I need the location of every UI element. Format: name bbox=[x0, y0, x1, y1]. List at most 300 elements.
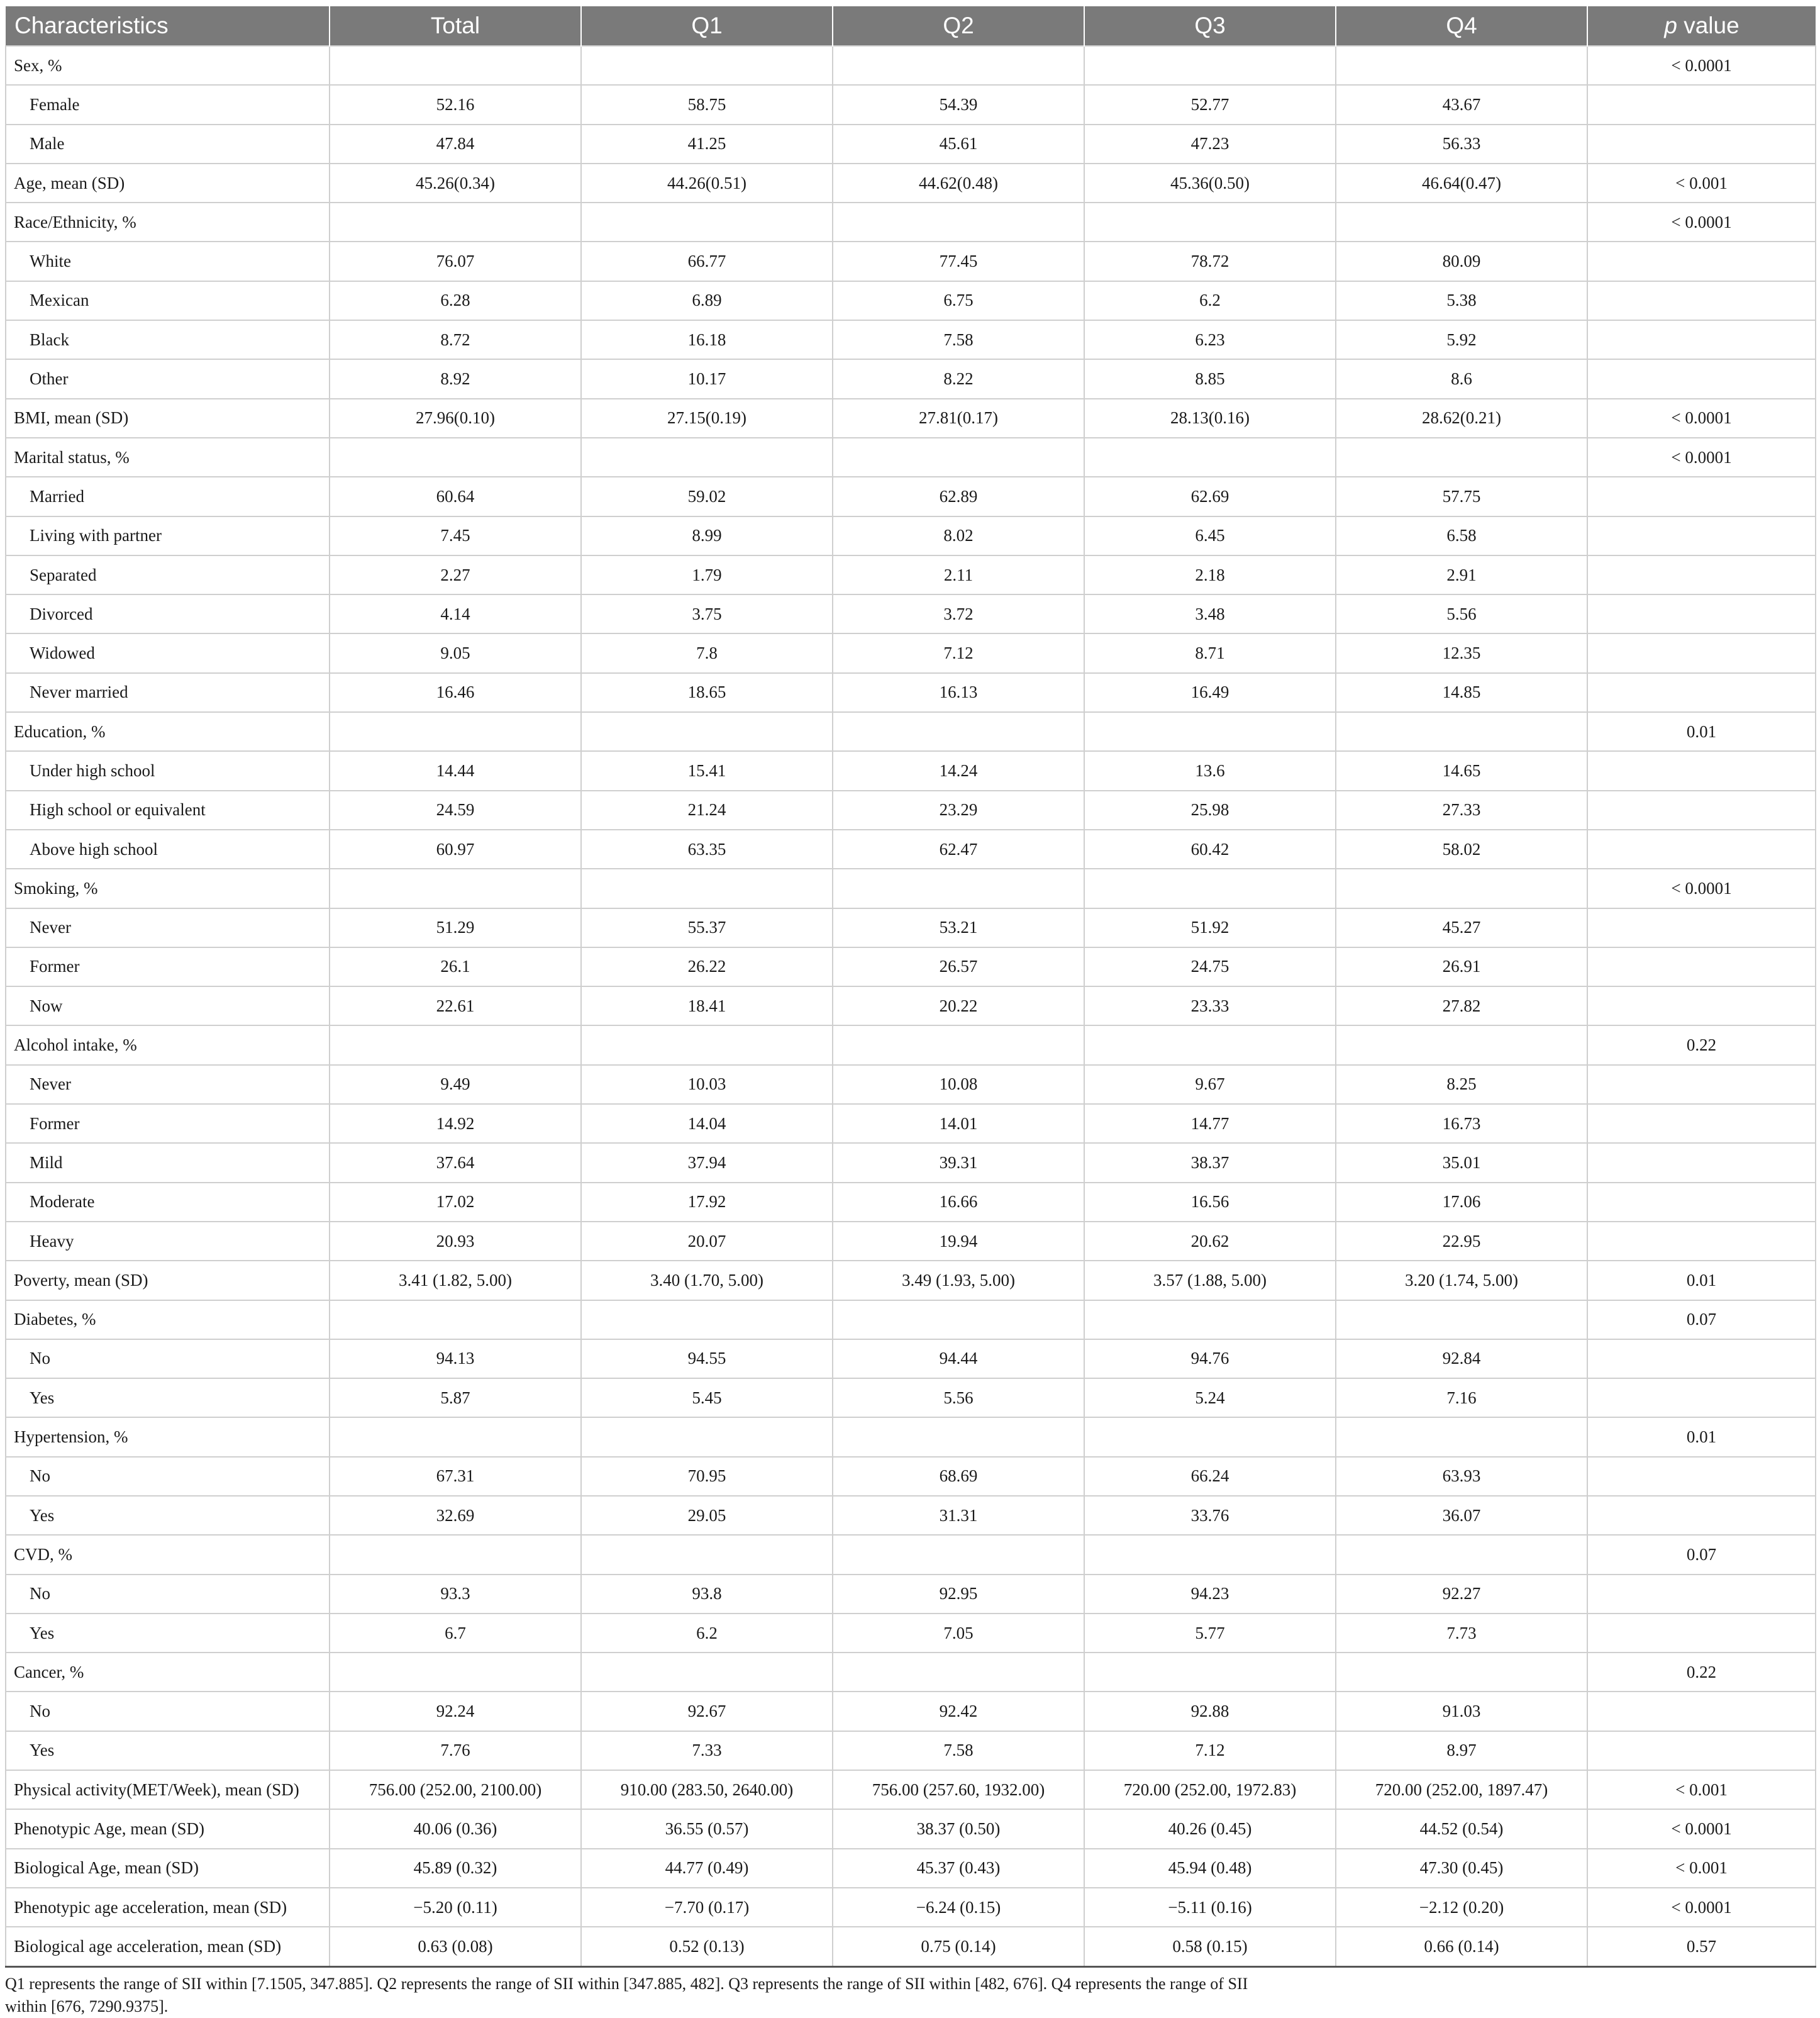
cell-q1 bbox=[581, 203, 833, 242]
cell-total: 7.76 bbox=[330, 1731, 581, 1770]
cell-q4: 14.85 bbox=[1336, 673, 1587, 712]
cell-q3 bbox=[1084, 203, 1336, 242]
cell-total: 7.45 bbox=[330, 516, 581, 555]
cell-q2: 7.12 bbox=[833, 633, 1084, 672]
cell-p-value bbox=[1587, 1496, 1816, 1535]
cell-p-value bbox=[1587, 359, 1816, 398]
cell-q4: 45.27 bbox=[1336, 908, 1587, 947]
cell-total: 8.92 bbox=[330, 359, 581, 398]
cell-characteristic: Phenotypic age acceleration, mean (SD) bbox=[6, 1888, 330, 1927]
table-row-category bbox=[6, 1927, 1816, 1966]
cell-q4 bbox=[1336, 1653, 1587, 1692]
cell-p-value: < 0.0001 bbox=[1587, 203, 1816, 242]
cell-characteristic: Yes bbox=[6, 1496, 330, 1535]
table-row-category bbox=[6, 399, 1816, 438]
header-q1: Q1 bbox=[581, 6, 833, 46]
cell-q4 bbox=[1336, 1025, 1587, 1064]
cell-p-value bbox=[1587, 516, 1816, 555]
cell-q2 bbox=[833, 869, 1084, 908]
cell-q4: 0.66 (0.14) bbox=[1336, 1927, 1587, 1966]
cell-q1 bbox=[581, 438, 833, 477]
cell-characteristic: Separated bbox=[6, 555, 330, 594]
cell-q3: 47.23 bbox=[1084, 125, 1336, 164]
cell-p-value bbox=[1587, 320, 1816, 359]
cell-total: 9.49 bbox=[330, 1065, 581, 1104]
cell-q4 bbox=[1336, 1535, 1587, 1574]
cell-q4: 17.06 bbox=[1336, 1183, 1587, 1222]
cell-p-value bbox=[1587, 751, 1816, 790]
cell-q1: 66.77 bbox=[581, 242, 833, 281]
cell-p-value bbox=[1587, 477, 1816, 516]
cell-q2 bbox=[833, 1025, 1084, 1064]
cell-characteristic: Hypertension, % bbox=[6, 1417, 330, 1456]
cell-p-value: 0.01 bbox=[1587, 1417, 1816, 1456]
cell-characteristic: Heavy bbox=[6, 1222, 330, 1261]
cell-q3: 16.56 bbox=[1084, 1183, 1336, 1222]
cell-total: 60.97 bbox=[330, 830, 581, 869]
cell-q3: 94.23 bbox=[1084, 1575, 1336, 1614]
cell-q4: 91.03 bbox=[1336, 1692, 1587, 1731]
cell-characteristic: Biological Age, mean (SD) bbox=[6, 1849, 330, 1888]
cell-q1: 41.25 bbox=[581, 125, 833, 164]
cell-total: 27.96(0.10) bbox=[330, 399, 581, 438]
cell-characteristic: White bbox=[6, 242, 330, 281]
cell-q3: 25.98 bbox=[1084, 791, 1336, 830]
cell-q2: 26.57 bbox=[833, 947, 1084, 986]
table-body bbox=[6, 46, 1816, 1966]
cell-q1 bbox=[581, 1300, 833, 1339]
cell-q3: 92.88 bbox=[1084, 1692, 1336, 1731]
cell-q2: 14.01 bbox=[833, 1104, 1084, 1143]
cell-p-value: 0.01 bbox=[1587, 1261, 1816, 1300]
cell-q1: 94.55 bbox=[581, 1339, 833, 1378]
table-row-category bbox=[6, 1535, 1816, 1574]
cell-q2: 62.89 bbox=[833, 477, 1084, 516]
cell-q3: 45.36(0.50) bbox=[1084, 164, 1336, 203]
cell-q2: 92.95 bbox=[833, 1575, 1084, 1614]
cell-q2: 19.94 bbox=[833, 1222, 1084, 1261]
cell-q3 bbox=[1084, 712, 1336, 751]
cell-total bbox=[330, 1535, 581, 1574]
cell-total: 22.61 bbox=[330, 986, 581, 1025]
cell-q4: 92.84 bbox=[1336, 1339, 1587, 1378]
cell-q1: 0.52 (0.13) bbox=[581, 1927, 833, 1966]
table-row-category bbox=[6, 712, 1816, 751]
cell-q1: 10.17 bbox=[581, 359, 833, 398]
cell-q4: 63.93 bbox=[1336, 1457, 1587, 1496]
cell-q1: 58.75 bbox=[581, 85, 833, 124]
table-row-subcategory bbox=[6, 1378, 1816, 1417]
cell-characteristic: CVD, % bbox=[6, 1535, 330, 1574]
cell-q2 bbox=[833, 1653, 1084, 1692]
cell-q2: 92.42 bbox=[833, 1692, 1084, 1731]
cell-q1: 3.40 (1.70, 5.00) bbox=[581, 1261, 833, 1300]
cell-total bbox=[330, 46, 581, 85]
cell-q2 bbox=[833, 1300, 1084, 1339]
cell-q1: 70.95 bbox=[581, 1457, 833, 1496]
cell-q2: 0.75 (0.14) bbox=[833, 1927, 1084, 1966]
cell-p-value: < 0.0001 bbox=[1587, 1809, 1816, 1848]
cell-q4: 14.65 bbox=[1336, 751, 1587, 790]
header-p-value bbox=[1587, 6, 1816, 46]
cell-p-value bbox=[1587, 1457, 1816, 1496]
table-row-subcategory bbox=[6, 1731, 1816, 1770]
cell-q3: −5.11 (0.16) bbox=[1084, 1888, 1336, 1927]
cell-p-value: < 0.001 bbox=[1587, 164, 1816, 203]
cell-q1: 59.02 bbox=[581, 477, 833, 516]
cell-q3: 6.45 bbox=[1084, 516, 1336, 555]
table-row-subcategory bbox=[6, 908, 1816, 947]
cell-q4: 8.25 bbox=[1336, 1065, 1587, 1104]
cell-q3: 33.76 bbox=[1084, 1496, 1336, 1535]
cell-total: 14.92 bbox=[330, 1104, 581, 1143]
cell-q2: 62.47 bbox=[833, 830, 1084, 869]
cell-q2: 2.11 bbox=[833, 555, 1084, 594]
cell-q2: 10.08 bbox=[833, 1065, 1084, 1104]
cell-p-value: < 0.0001 bbox=[1587, 1888, 1816, 1927]
cell-total: 9.05 bbox=[330, 633, 581, 672]
cell-total: −5.20 (0.11) bbox=[330, 1888, 581, 1927]
cell-q1: 1.79 bbox=[581, 555, 833, 594]
table-row-subcategory bbox=[6, 1496, 1816, 1535]
cell-q3 bbox=[1084, 1300, 1336, 1339]
cell-q4: 27.33 bbox=[1336, 791, 1587, 830]
cell-q3: 7.12 bbox=[1084, 1731, 1336, 1770]
table-row-subcategory bbox=[6, 1614, 1816, 1653]
cell-total: 94.13 bbox=[330, 1339, 581, 1378]
table-row-subcategory bbox=[6, 281, 1816, 320]
cell-q4: 46.64(0.47) bbox=[1336, 164, 1587, 203]
cell-characteristic: Phenotypic Age, mean (SD) bbox=[6, 1809, 330, 1848]
table-row-category bbox=[6, 1770, 1816, 1809]
table-row-subcategory bbox=[6, 1575, 1816, 1614]
cell-p-value: 0.22 bbox=[1587, 1653, 1816, 1692]
table-row-subcategory bbox=[6, 673, 1816, 712]
cell-q4 bbox=[1336, 1300, 1587, 1339]
cell-q1: 14.04 bbox=[581, 1104, 833, 1143]
cell-q2: 77.45 bbox=[833, 242, 1084, 281]
cell-q3 bbox=[1084, 1653, 1336, 1692]
cell-q4 bbox=[1336, 203, 1587, 242]
cell-p-value bbox=[1587, 85, 1816, 124]
table-row-category bbox=[6, 869, 1816, 908]
cell-q1: 37.94 bbox=[581, 1143, 833, 1182]
cell-characteristic: No bbox=[6, 1457, 330, 1496]
cell-characteristic: Biological age acceleration, mean (SD) bbox=[6, 1927, 330, 1966]
header-characteristics: Characteristics bbox=[6, 6, 330, 46]
cell-p-value bbox=[1587, 1143, 1816, 1182]
table-row-subcategory bbox=[6, 1104, 1816, 1143]
table-row-subcategory bbox=[6, 633, 1816, 672]
table-row-subcategory bbox=[6, 85, 1816, 124]
cell-total: 47.84 bbox=[330, 125, 581, 164]
cell-characteristic: Yes bbox=[6, 1731, 330, 1770]
table-footnote: Q1 represents the range of SII within [7.1505, 347.885]. Q2 represents the range of SII within [347.885, 482]. Q3 represents the range of SII within [482, 676]. Q4 represents the range of SII within [676, 7290.9375]. bbox=[5, 1974, 1248, 2015]
table-row-subcategory bbox=[6, 1222, 1816, 1261]
cell-q2: 45.61 bbox=[833, 125, 1084, 164]
cell-total: 4.14 bbox=[330, 594, 581, 633]
cell-q4: 8.97 bbox=[1336, 1731, 1587, 1770]
table-row-subcategory bbox=[6, 594, 1816, 633]
cell-q4: 22.95 bbox=[1336, 1222, 1587, 1261]
cell-q4: 3.20 (1.74, 5.00) bbox=[1336, 1261, 1587, 1300]
cell-characteristic: Poverty, mean (SD) bbox=[6, 1261, 330, 1300]
table-row-subcategory bbox=[6, 359, 1816, 398]
cell-q2: 45.37 (0.43) bbox=[833, 1849, 1084, 1888]
cell-q3: 60.42 bbox=[1084, 830, 1336, 869]
cell-q2: 7.58 bbox=[833, 320, 1084, 359]
cell-characteristic: Former bbox=[6, 947, 330, 986]
cell-q4 bbox=[1336, 712, 1587, 751]
cell-q3: 6.23 bbox=[1084, 320, 1336, 359]
cell-q1 bbox=[581, 1025, 833, 1064]
cell-p-value bbox=[1587, 1065, 1816, 1104]
cell-q2 bbox=[833, 438, 1084, 477]
cell-q4: 27.82 bbox=[1336, 986, 1587, 1025]
cell-q2: 27.81(0.17) bbox=[833, 399, 1084, 438]
cell-q3: 5.77 bbox=[1084, 1614, 1336, 1653]
table-row-category bbox=[6, 164, 1816, 203]
cell-q1: 18.65 bbox=[581, 673, 833, 712]
cell-q1: 44.77 (0.49) bbox=[581, 1849, 833, 1888]
cell-q4: 44.52 (0.54) bbox=[1336, 1809, 1587, 1848]
table-row-subcategory bbox=[6, 947, 1816, 986]
cell-total: 76.07 bbox=[330, 242, 581, 281]
cell-q2: 7.58 bbox=[833, 1731, 1084, 1770]
cell-total: 92.24 bbox=[330, 1692, 581, 1731]
cell-total: 24.59 bbox=[330, 791, 581, 830]
cell-p-value bbox=[1587, 908, 1816, 947]
cell-q3: 38.37 bbox=[1084, 1143, 1336, 1182]
cell-q3: 62.69 bbox=[1084, 477, 1336, 516]
cell-q4 bbox=[1336, 46, 1587, 85]
cell-q2: 3.49 (1.93, 5.00) bbox=[833, 1261, 1084, 1300]
cell-total bbox=[330, 203, 581, 242]
cell-total: 51.29 bbox=[330, 908, 581, 947]
cell-q3: 5.24 bbox=[1084, 1378, 1336, 1417]
table-row-subcategory bbox=[6, 125, 1816, 164]
cell-q2: 20.22 bbox=[833, 986, 1084, 1025]
cell-characteristic: Mexican bbox=[6, 281, 330, 320]
cell-characteristic: No bbox=[6, 1575, 330, 1614]
cell-q4: −2.12 (0.20) bbox=[1336, 1888, 1587, 1927]
cell-total: 14.44 bbox=[330, 751, 581, 790]
cell-total: 32.69 bbox=[330, 1496, 581, 1535]
table-row-subcategory bbox=[6, 1339, 1816, 1378]
cell-q1: 92.67 bbox=[581, 1692, 833, 1731]
cell-q4: 47.30 (0.45) bbox=[1336, 1849, 1587, 1888]
cell-characteristic: Former bbox=[6, 1104, 330, 1143]
cell-q1: 17.92 bbox=[581, 1183, 833, 1222]
table-row-subcategory bbox=[6, 320, 1816, 359]
cell-characteristic: Diabetes, % bbox=[6, 1300, 330, 1339]
cell-q1: 27.15(0.19) bbox=[581, 399, 833, 438]
cell-q4: 43.67 bbox=[1336, 85, 1587, 124]
table-row-subcategory bbox=[6, 516, 1816, 555]
cell-total: 40.06 (0.36) bbox=[330, 1809, 581, 1848]
cell-q1 bbox=[581, 1417, 833, 1456]
cell-q4: 16.73 bbox=[1336, 1104, 1587, 1143]
cell-characteristic: Above high school bbox=[6, 830, 330, 869]
cell-q2 bbox=[833, 1417, 1084, 1456]
cell-characteristic: Yes bbox=[6, 1614, 330, 1653]
cell-p-value bbox=[1587, 1614, 1816, 1653]
cell-q4: 56.33 bbox=[1336, 125, 1587, 164]
cell-characteristic: Other bbox=[6, 359, 330, 398]
cell-total bbox=[330, 712, 581, 751]
cell-q4: 5.56 bbox=[1336, 594, 1587, 633]
cell-total: 93.3 bbox=[330, 1575, 581, 1614]
cell-total: 26.1 bbox=[330, 947, 581, 986]
cell-characteristic: Female bbox=[6, 85, 330, 124]
cell-total: 8.72 bbox=[330, 320, 581, 359]
cell-q1: 29.05 bbox=[581, 1496, 833, 1535]
cell-total: 6.28 bbox=[330, 281, 581, 320]
cell-characteristic: Alcohol intake, % bbox=[6, 1025, 330, 1064]
cell-characteristic: Now bbox=[6, 986, 330, 1025]
cell-q1 bbox=[581, 1653, 833, 1692]
cell-q3: 94.76 bbox=[1084, 1339, 1336, 1378]
cell-q3: 14.77 bbox=[1084, 1104, 1336, 1143]
cell-q3 bbox=[1084, 438, 1336, 477]
table-row-category bbox=[6, 203, 1816, 242]
cell-q1: 18.41 bbox=[581, 986, 833, 1025]
cell-q4: 720.00 (252.00, 1897.47) bbox=[1336, 1770, 1587, 1809]
table-row-subcategory bbox=[6, 1183, 1816, 1222]
cell-q1: 55.37 bbox=[581, 908, 833, 947]
cell-characteristic: Never bbox=[6, 908, 330, 947]
cell-q4: 5.38 bbox=[1336, 281, 1587, 320]
cell-q4: 58.02 bbox=[1336, 830, 1587, 869]
header-q4: Q4 bbox=[1336, 6, 1587, 46]
cell-q1: 44.26(0.51) bbox=[581, 164, 833, 203]
cell-q4: 12.35 bbox=[1336, 633, 1587, 672]
cell-q3: 13.6 bbox=[1084, 751, 1336, 790]
cell-q1: 26.22 bbox=[581, 947, 833, 986]
cell-q2: 31.31 bbox=[833, 1496, 1084, 1535]
cell-total bbox=[330, 438, 581, 477]
cell-characteristic: Never bbox=[6, 1065, 330, 1104]
cell-q3: 45.94 (0.48) bbox=[1084, 1849, 1336, 1888]
cell-characteristic: Sex, % bbox=[6, 46, 330, 85]
cell-q2 bbox=[833, 712, 1084, 751]
cell-p-value bbox=[1587, 1104, 1816, 1143]
cell-p-value: 0.01 bbox=[1587, 712, 1816, 751]
cell-q4: 92.27 bbox=[1336, 1575, 1587, 1614]
cell-q2: 68.69 bbox=[833, 1457, 1084, 1496]
cell-p-value bbox=[1587, 594, 1816, 633]
header-row bbox=[6, 6, 1816, 46]
cell-q1: 15.41 bbox=[581, 751, 833, 790]
cell-total: 16.46 bbox=[330, 673, 581, 712]
cell-q1: 93.8 bbox=[581, 1575, 833, 1614]
cell-p-value bbox=[1587, 633, 1816, 672]
cell-q2 bbox=[833, 46, 1084, 85]
cell-total bbox=[330, 1025, 581, 1064]
table-row-subcategory bbox=[6, 1065, 1816, 1104]
cell-q2 bbox=[833, 203, 1084, 242]
cell-p-value bbox=[1587, 673, 1816, 712]
cell-p-value: < 0.001 bbox=[1587, 1849, 1816, 1888]
cell-characteristic: Age, mean (SD) bbox=[6, 164, 330, 203]
cell-q2: 23.29 bbox=[833, 791, 1084, 830]
table-row-category bbox=[6, 1849, 1816, 1888]
cell-q4 bbox=[1336, 1417, 1587, 1456]
cell-p-value: 0.07 bbox=[1587, 1535, 1816, 1574]
cell-q3 bbox=[1084, 1535, 1336, 1574]
cell-q3 bbox=[1084, 1025, 1336, 1064]
cell-p-value bbox=[1587, 281, 1816, 320]
cell-q3: 6.2 bbox=[1084, 281, 1336, 320]
cell-characteristic: Never married bbox=[6, 673, 330, 712]
cell-characteristic: Divorced bbox=[6, 594, 330, 633]
cell-total bbox=[330, 1300, 581, 1339]
cell-q3: 8.71 bbox=[1084, 633, 1336, 672]
cell-characteristic: No bbox=[6, 1692, 330, 1731]
table-row-subcategory bbox=[6, 1143, 1816, 1182]
cell-q3: 0.58 (0.15) bbox=[1084, 1927, 1336, 1966]
cell-q2: 8.22 bbox=[833, 359, 1084, 398]
table-row-subcategory bbox=[6, 1457, 1816, 1496]
table-row-category bbox=[6, 1025, 1816, 1064]
cell-q3: 66.24 bbox=[1084, 1457, 1336, 1496]
cell-q1: 63.35 bbox=[581, 830, 833, 869]
cell-q4: 7.16 bbox=[1336, 1378, 1587, 1417]
cell-q1: −7.70 (0.17) bbox=[581, 1888, 833, 1927]
cell-q1: 10.03 bbox=[581, 1065, 833, 1104]
table-row-category bbox=[6, 1300, 1816, 1339]
cell-q3: 3.48 bbox=[1084, 594, 1336, 633]
cell-characteristic: No bbox=[6, 1339, 330, 1378]
cell-q4: 2.91 bbox=[1336, 555, 1587, 594]
cell-characteristic: Cancer, % bbox=[6, 1653, 330, 1692]
table-row-subcategory bbox=[6, 986, 1816, 1025]
cell-q2: 16.13 bbox=[833, 673, 1084, 712]
cell-total: 17.02 bbox=[330, 1183, 581, 1222]
cell-p-value: 0.22 bbox=[1587, 1025, 1816, 1064]
cell-p-value bbox=[1587, 986, 1816, 1025]
cell-q1: 6.2 bbox=[581, 1614, 833, 1653]
cell-q3: 51.92 bbox=[1084, 908, 1336, 947]
cell-characteristic: Smoking, % bbox=[6, 869, 330, 908]
cell-q3: 28.13(0.16) bbox=[1084, 399, 1336, 438]
header-total: Total bbox=[330, 6, 581, 46]
cell-total bbox=[330, 1653, 581, 1692]
cell-q3: 20.62 bbox=[1084, 1222, 1336, 1261]
cell-total: 2.27 bbox=[330, 555, 581, 594]
cell-p-value bbox=[1587, 1692, 1816, 1731]
cell-q2: 8.02 bbox=[833, 516, 1084, 555]
cell-q1: 36.55 (0.57) bbox=[581, 1809, 833, 1848]
cell-q2: −6.24 (0.15) bbox=[833, 1888, 1084, 1927]
cell-q3 bbox=[1084, 869, 1336, 908]
cell-q3: 40.26 (0.45) bbox=[1084, 1809, 1336, 1848]
cell-q1: 3.75 bbox=[581, 594, 833, 633]
cell-q4: 26.91 bbox=[1336, 947, 1587, 986]
cell-q3: 78.72 bbox=[1084, 242, 1336, 281]
cell-p-value bbox=[1587, 1575, 1816, 1614]
cell-q4 bbox=[1336, 438, 1587, 477]
cell-total bbox=[330, 869, 581, 908]
cell-p-value: < 0.0001 bbox=[1587, 46, 1816, 85]
cell-q2: 53.21 bbox=[833, 908, 1084, 947]
cell-q1 bbox=[581, 712, 833, 751]
cell-q4: 36.07 bbox=[1336, 1496, 1587, 1535]
cell-q1: 7.8 bbox=[581, 633, 833, 672]
table-row-category bbox=[6, 46, 1816, 85]
cell-q1 bbox=[581, 869, 833, 908]
cell-characteristic: Male bbox=[6, 125, 330, 164]
